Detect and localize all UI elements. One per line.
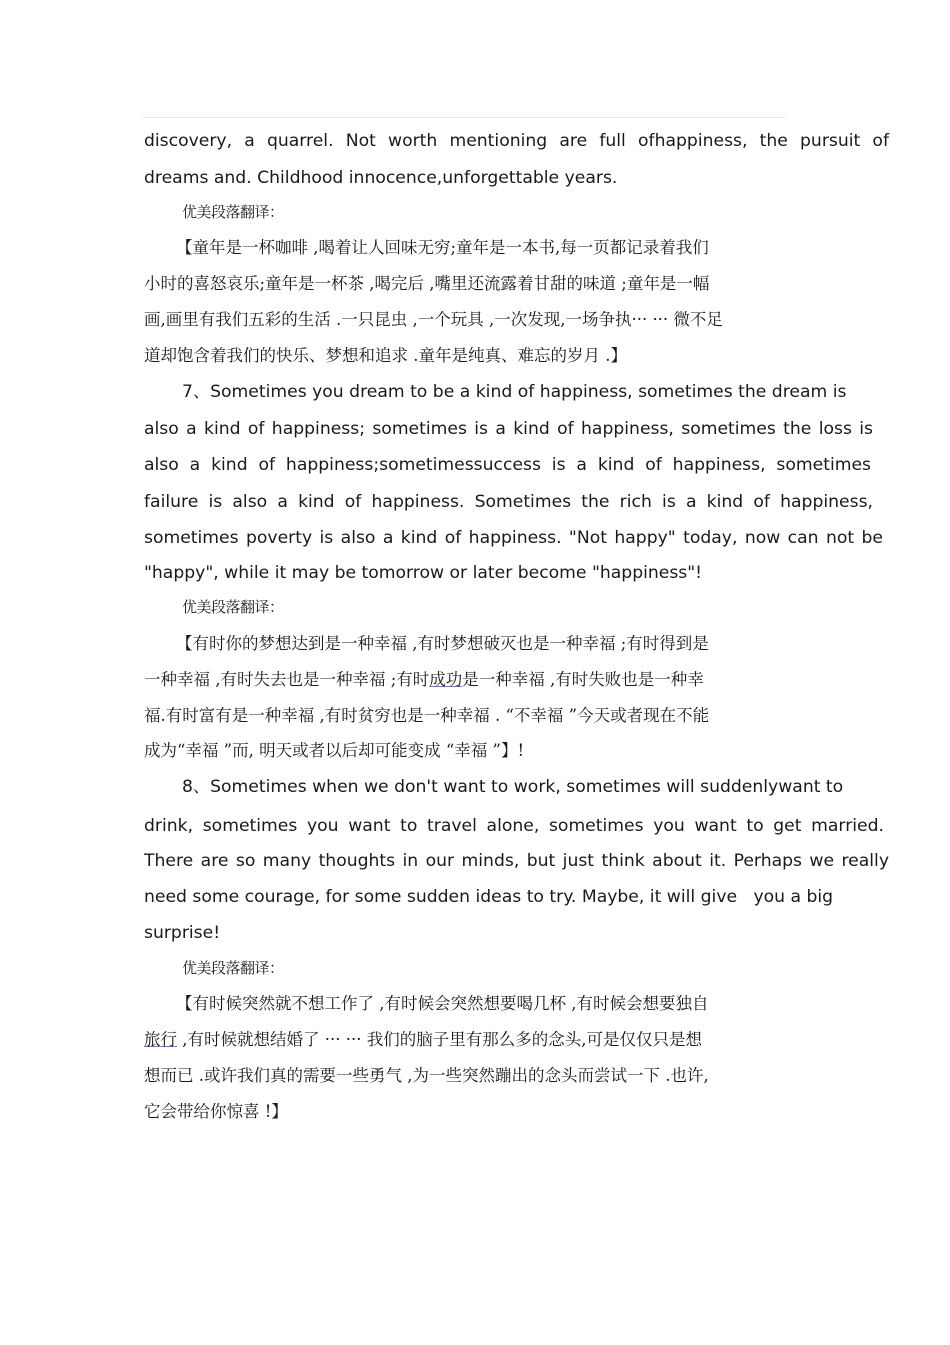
paragraph-line: 8、Sometimes when we don't want to work, sometimes will suddenlywant to — [182, 777, 844, 797]
translation-line: 画,画里有我们五彩的生活 .一只昆虫 ,一个玩具 ,一次发现,一场争执··· ··· 微不足 — [144, 310, 723, 329]
translation-line — [144, 1029, 702, 1051]
paragraph-line: also a kind of happiness; sometimes is a kind of happiness, sometimes the loss is — [144, 419, 873, 439]
translation-label: 优美段落翻译： — [182, 959, 284, 977]
paragraph-line: 7、Sometimes you dream to be a kind of happiness, sometimes the dream is — [182, 382, 847, 402]
paragraph-line: "happy", while it may be tomorrow or later become "happiness"! — [144, 563, 703, 583]
translation-text: 一种幸福 ,有时失去也是一种幸福 ;有时 — [144, 670, 430, 689]
translation-text: ,有时候就想结婚了 ··· ··· 我们的脑子里有那么多的念头,可是仅仅只是想 — [177, 1030, 702, 1049]
paragraph-line: need some courage, for some sudden ideas to try. Maybe, it will give you a big — [144, 887, 834, 907]
translation-label: 优美段落翻译： — [182, 598, 284, 616]
translation-line: 想而已 .或许我们真的需要一些勇气 ,为一些突然蹦出的念头而尝试一下 .也许, — [144, 1066, 709, 1085]
paragraph-line: surprise! — [144, 923, 221, 943]
paragraph-line: dreams and. Childhood innocence,unforgettable years. — [144, 168, 618, 188]
paragraph-line: also a kind of happiness;sometimessuccess is a kind of happiness, sometimes — [144, 455, 871, 475]
paragraph-line: There are so many thoughts in our minds, but just think about it. Perhaps we really — [144, 851, 889, 871]
underlined-word: 成功 — [429, 670, 463, 689]
translation-line: 【有时你的梦想达到是一种幸福 ,有时梦想破灭也是一种幸福 ;有时得到是 — [176, 634, 709, 653]
translation-line — [144, 669, 704, 691]
translation-line: 道却饱含着我们的快乐、梦想和追求 .童年是纯真、难忘的岁月 .】 — [144, 346, 627, 365]
translation-line: 成为“幸福 ”而, 明天或者以后却可能变成 “幸福 ”】! — [144, 741, 525, 760]
translation-line: 【童年是一杯咖啡 ,喝着让人回味无穷;童年是一本书,每一页都记录着我们 — [176, 238, 709, 257]
translation-text: 是一种幸福 ,有时失败也是一种幸 — [462, 670, 704, 689]
translation-line: 它会带给你惊喜 !】 — [144, 1102, 288, 1121]
translation-line: 福.有时富有是一种幸福 ,有时贫穷也是一种幸福 . “不幸福 ”今天或者现在不能 — [144, 706, 710, 725]
translation-line: 小时的喜怒哀乐;童年是一杯茶 ,喝完后 ,嘴里还流露着甘甜的味道 ;童年是一幅 — [144, 274, 710, 293]
paragraph-line: drink, sometimes you want to travel alone, sometimes you want to get married. — [144, 816, 884, 836]
paragraph-line: sometimes poverty is also a kind of happiness. "Not happy" today, now can not be — [144, 528, 883, 548]
translation-label: 优美段落翻译： — [182, 203, 284, 221]
paragraph-line: failure is also a kind of happiness. Sometimes the rich is a kind of happiness, — [144, 492, 873, 512]
translation-line: 【有时候突然就不想工作了 ,有时候会突然想要喝几杯 ,有时候会想要独自 — [176, 994, 709, 1013]
header-divider — [143, 117, 785, 118]
paragraph-line: discovery, a quarrel. Not worth mentioning are full ofhappiness, the pursuit of — [144, 131, 889, 151]
underlined-word: 旅行 — [144, 1030, 177, 1049]
